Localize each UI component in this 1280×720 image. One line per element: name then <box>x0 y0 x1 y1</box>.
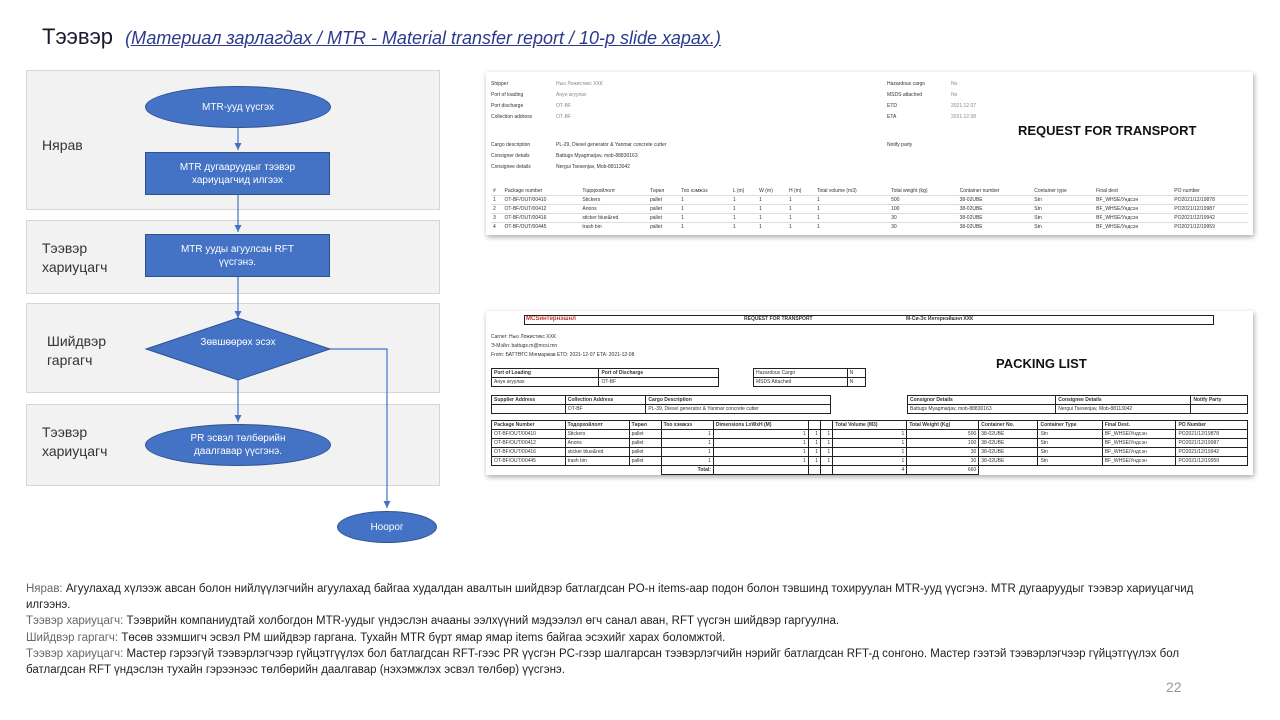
step-create-pr <box>145 424 331 466</box>
pl-consignor-v: Battugs Myagmarjav, mob-88830163 <box>908 405 1056 414</box>
rft-col-header: Total volume (m3) <box>816 188 857 194</box>
rft-table-cell: Stn <box>1034 224 1042 230</box>
rft-table-cell: Stn <box>1034 206 1042 212</box>
pl-table-cell: 1 <box>833 457 907 466</box>
rft-table-cell: pallet <box>650 197 662 203</box>
pl-table-cell: BF_WHSE/Ундсэн <box>1102 430 1176 439</box>
mcs-logo: MCSинтернэшнл <box>526 316 576 322</box>
pl-col-header: Container No. <box>979 421 1038 430</box>
decision-label: Зөвшөөрөх эсэх <box>200 337 276 348</box>
rft-table-cell: PO2021/12/19987 <box>1174 206 1215 212</box>
pl-port-loading-v: Анун агуулах <box>492 378 599 387</box>
pl-table-cell: 1 <box>821 439 833 448</box>
pl-consignor-h: Consignor Details <box>908 396 1056 405</box>
pl-table-row <box>492 448 1248 457</box>
page-number: 22 <box>1166 679 1182 695</box>
packing-list-document <box>486 311 1253 475</box>
rft-table-cell: PO2021/12/19942 <box>1174 215 1215 221</box>
pl-port-discharge-h: Port of Discharge <box>599 369 719 378</box>
pl-table-cell: pallet <box>629 439 661 448</box>
pl-table-cell: PO2021/12/19942 <box>1176 448 1248 457</box>
pl-table-cell: Stickers <box>565 430 629 439</box>
pl-consignee-v: Nergui Tsesenjav, Mob-88113042 <box>1056 405 1191 414</box>
pl-collection-h: Collection Address <box>565 396 646 405</box>
rft-table-cell: Anons <box>582 206 597 212</box>
rft-field-consigner: Consigner details <box>491 153 530 159</box>
step-create-rft <box>145 234 330 277</box>
rft-col-header: L (m) <box>732 188 745 194</box>
rft-table-cell: OT-BF/OUT/00416 <box>504 215 547 221</box>
lane-label-transport-2: Тээвэр хариуцагч <box>42 424 108 459</box>
rft-value-etd: 2021.12.07 <box>951 103 977 109</box>
pl-table-cell: 1 <box>713 457 808 466</box>
pl-table-cell: Stn <box>1038 430 1102 439</box>
step-create-pr-label: PR эсвэл төлбөрийн даалгавар үүсгэнэ. <box>190 433 286 457</box>
start-label: MTR-ууд үүсгэх <box>202 101 274 113</box>
rft-table-cell: 500 <box>891 197 900 203</box>
pl-table-row <box>492 457 1248 466</box>
pl-msds-v: N <box>847 378 865 387</box>
pl-table-cell: 100 <box>907 439 979 448</box>
rft-field-etd: ETD <box>887 103 897 109</box>
pl-table-cell: 1 <box>808 430 820 439</box>
pl-table-cell: OT-BF/OUT/00410 <box>492 430 566 439</box>
rft-value-consignee: Nergui Tsesenjav, Mob-88113042 <box>556 164 630 170</box>
pl-port-discharge-v: OT-BF <box>599 378 719 387</box>
pl-table-cell: PO2021/12/19959 <box>1176 457 1248 466</box>
pl-total-cell: 4 <box>833 466 907 475</box>
pl-total-cell <box>1102 466 1176 475</box>
lane-label-storekeeper: Нярав <box>42 137 83 153</box>
pl-total-cell: 660 <box>907 466 979 475</box>
rft-table-cell: 1 <box>493 197 496 203</box>
rft-table-cell: pallet <box>650 224 662 230</box>
rft-doc-tag: REQUEST FOR TRANSPORT <box>1018 123 1197 138</box>
pl-email: Э-Мэйл: battugs.m@mcsi.mn <box>491 343 558 349</box>
rft-value-hazardous: No <box>951 81 958 87</box>
rft-value-shipper: Нью Ложистикс ХХК <box>556 81 603 87</box>
pl-table-cell: 1 <box>821 448 833 457</box>
pl-total-cell <box>565 466 629 475</box>
pl-col-header: Тоо хэмжээ <box>661 421 713 430</box>
rft-value-port-discharge: ОТ-BF <box>556 103 571 109</box>
pl-col-header <box>821 421 833 430</box>
pl-table-cell: 1 <box>661 457 713 466</box>
pl-table-cell: 500 <box>907 430 979 439</box>
pl-col-header: Container Type <box>1038 421 1102 430</box>
rft-value-consigner: Battugs Myagmarjav, mob-88830163 <box>556 153 638 159</box>
rft-value-collection: ОТ-BF <box>556 114 571 120</box>
rft-table-cell: PO2021/12/19878 <box>1174 197 1215 203</box>
rft-table-cell: 1 <box>788 206 792 212</box>
rft-table-cell: 1 <box>681 215 684 221</box>
pl-col-header: Тодорхойлолт <box>565 421 629 430</box>
rft-table-cell: 1 <box>732 197 736 203</box>
rft-table-cell: 1 <box>816 206 820 212</box>
pl-table-cell: 1 <box>821 457 833 466</box>
pl-table-cell: Anons <box>565 439 629 448</box>
pl-notify-v <box>1191 405 1248 414</box>
pl-col-header: PO Number <box>1176 421 1248 430</box>
rft-table-cell: BF_WHSE/Ундсэн <box>1096 224 1139 230</box>
pl-table-cell: 1 <box>808 439 820 448</box>
rft-table-cell: 100 <box>891 206 900 212</box>
pl-table-cell: pallet <box>629 457 661 466</box>
pl-table-header <box>492 421 1248 430</box>
rft-table-cell: OT-BF/OUT/00445 <box>504 224 547 230</box>
pl-port-loading-h: Port of Loading <box>492 369 599 378</box>
pl-total-cell: Total: <box>661 466 713 475</box>
pl-collection-v: OT-BF <box>565 405 646 414</box>
rft-table-cell: PO2021/12/19959 <box>1174 224 1215 230</box>
rft-field-msds: MSDS attached <box>887 92 923 98</box>
rft-table-cell: 2 <box>493 206 496 212</box>
rft-col-header: Package number <box>504 188 543 194</box>
pl-address-table <box>491 395 831 414</box>
pl-total-cell <box>1038 466 1102 475</box>
step-create-rft-label: MTR ууды агуулсан RFT үүсгэнэ. <box>180 243 295 268</box>
rft-col-header: Final dest <box>1096 188 1118 194</box>
rft-table-cell: 38-02UBE <box>959 224 983 230</box>
rft-field-port-loading: Port of loading <box>491 92 524 98</box>
note-transport-2: Тээвэр хариуцагч: Мастер гэрээгүй тээвэрлэгчээр гүйцэтгүүлэх бол батлагдсан RFT-гээс PR үүсгэн PC-гээр шалгарсан тээвэрлэгчийн нэрийг батлагдсан RFT-д сонгоно. Мастер гээтэй тээвэрлэгчээр гүйцэтгүүлэх бол батлагдсан RFT үндэслэн тухайн гэрээнээс төлбөрийн даалгавар (нэхэмжлэх эсвэл төлбөр) үүсгэнэ. <box>26 647 1180 677</box>
pl-table-cell: 1 <box>808 448 820 457</box>
rft-table-cell: 1 <box>732 215 736 221</box>
lane-label-decision-maker: Шийдвэр гаргагч <box>47 333 107 368</box>
pl-table-row <box>492 439 1248 448</box>
rft-table <box>491 187 1248 231</box>
pl-table-cell: 1 <box>821 430 833 439</box>
pl-table-cell: Stn <box>1038 439 1102 448</box>
pl-supplier-v <box>492 405 566 414</box>
pl-col-header: Total Volume (M3) <box>833 421 907 430</box>
draft-label: Ноорог <box>370 521 404 533</box>
pl-table-cell: PO2021/12/19878 <box>1176 430 1248 439</box>
pl-items-table <box>491 420 1248 475</box>
rft-table-cell: BF_WHSE/Ундсэн <box>1096 215 1139 221</box>
pl-cargo-v: PL-39, Diesel generator & Yanmar concrete cutter <box>646 405 831 414</box>
decision-diamond <box>146 318 330 380</box>
rft-table-cell: Stn <box>1034 215 1042 221</box>
pl-total-cell <box>713 466 808 475</box>
pl-col-header: Төрөл <box>629 421 661 430</box>
rft-col-header: W (m) <box>759 188 773 194</box>
pl-col-header <box>808 421 820 430</box>
slide-notes <box>26 581 1196 678</box>
rft-table-row <box>491 196 1248 205</box>
rft-field-hazardous: Hazardous cargo <box>887 81 926 87</box>
pl-hazard-table <box>753 368 866 387</box>
rft-table-cell: OT-BF/OUT/00412 <box>504 206 547 212</box>
pl-consignee-h: Consignee Details <box>1056 396 1191 405</box>
rft-table-cell: 1 <box>681 224 684 230</box>
rft-table-cell: 1 <box>681 197 684 203</box>
pl-total-cell <box>492 466 566 475</box>
rft-field-shipper: Shipper <box>491 81 509 87</box>
pl-table-cell: 1 <box>833 430 907 439</box>
pl-msds-h: MSDS Attached <box>754 378 848 387</box>
pl-table-cell: OT-BF/OUT/00416 <box>492 448 566 457</box>
rft-table-cell: Stn <box>1034 197 1042 203</box>
pl-table-cell: 1 <box>661 430 713 439</box>
pl-table-cell: 38-02UBE <box>979 448 1038 457</box>
note-transport-1: Тээвэр хариуцагч: Тээврийн компаниудтай холбогдон MTR-уудыг үндэслэн ачааны ээлхүүний мэдээлэл өгч санал аван, RFT үүсгэн шийдвэр гаргуулна. <box>26 615 840 628</box>
pl-table-cell: Stn <box>1038 448 1102 457</box>
rft-table-cell: 3 <box>493 215 496 221</box>
pl-notify-h: Notify Party <box>1191 396 1248 405</box>
title-subtitle: (Материал зарлагдах / MTR - Material transfer report / 10-р slide харах.) <box>125 28 721 48</box>
rft-col-header: PO number <box>1174 188 1200 194</box>
rft-table-cell: 1 <box>788 197 792 203</box>
pl-table-cell: sticker blue&red <box>565 448 629 457</box>
pl-haz-h: Hazardous Cargo <box>754 369 848 378</box>
rft-col-header: # <box>493 188 496 194</box>
pl-table-cell: 38-02UBE <box>979 439 1038 448</box>
rft-table-cell: 1 <box>816 224 820 230</box>
rft-table-cell: 1 <box>788 224 792 230</box>
rft-field-port-discharge: Port discharge <box>491 103 524 109</box>
rft-table-cell: 1 <box>732 224 736 230</box>
rft-table-cell: 38-02UBE <box>959 206 983 212</box>
rft-table-cell: 1 <box>816 215 820 221</box>
rft-col-header: Container number <box>959 188 1000 194</box>
pl-table-cell: OT-BF/OUT/00445 <box>492 457 566 466</box>
rft-table-cell: sticker blue&red <box>582 215 619 221</box>
pl-carrier: Carrier: Нью Ложистикс ХХК <box>491 334 556 340</box>
rft-table-row <box>491 214 1248 223</box>
pl-table-cell: BF_WHSE/Ундсэн <box>1102 448 1176 457</box>
pl-supplier-h: Supplier Address <box>492 396 566 405</box>
pl-table-cell: 1 <box>833 439 907 448</box>
pl-table-cell: 30 <box>907 457 979 466</box>
rft-table-cell: Stickers <box>582 197 601 203</box>
pl-table-cell: trash bin <box>565 457 629 466</box>
pl-total-cell <box>979 466 1038 475</box>
rft-field-consignee: Consignee details <box>491 164 531 170</box>
pl-table-cell: pallet <box>629 430 661 439</box>
pl-table-cell: BF_WHSE/Ундсэн <box>1102 457 1176 466</box>
rft-table-cell: BF_WHSE/Ундсэн <box>1096 197 1139 203</box>
rft-table-cell: 1 <box>759 215 762 221</box>
draft-ellipse <box>337 511 437 543</box>
pl-col-header: Dimensions LxWxH (M) <box>713 421 808 430</box>
pl-col-header: Package Number <box>492 421 566 430</box>
rft-table-cell: BF_WHSE/Ундсэн <box>1096 206 1139 212</box>
pl-total-cell <box>629 466 661 475</box>
rft-table-cell: 1 <box>759 197 762 203</box>
rft-table-cell: 1 <box>816 197 820 203</box>
pl-haz-v: N <box>847 369 865 378</box>
note-storekeeper: Нярав: Агуулахад хүлээж авсан болон нийлүүлэгчийн агуулахад байгаа худалдан авалтын шийдвэр батлагдсан PO-н items-аар подон болон тэвшинд тохируулан MTR-ууд үүсгэнэ. MTR дугааруудыг тээвэр хариуцагчид илгээнэ. <box>26 583 1194 612</box>
pl-table-cell: 1 <box>713 439 808 448</box>
rft-table-row <box>491 205 1248 214</box>
arrow-decision-to-draft <box>330 349 387 508</box>
rft-table-cell: 30 <box>891 224 897 230</box>
note-decision-maker: Шийдвэр гаргагч: Төсөв эзэмшигч эсвэл PM шийдвэр гаргана. Тухайн MTR бүрт ямар ямар items байгаа эсэхийг харах боломжтой. <box>26 631 726 644</box>
rft-field-notify: Notify party <box>887 142 913 148</box>
rft-table-cell: 38-02UBE <box>959 215 983 221</box>
pl-port-table <box>491 368 719 387</box>
step-send-mtr-label: MTR дугааруудыг тээвэр хариуцагчид илгээх <box>179 161 296 186</box>
pl-total-cell <box>808 466 820 475</box>
rft-table-cell: 1 <box>732 206 736 212</box>
rft-col-header: Төрөл <box>650 188 665 194</box>
pl-col-header: Total Weight (Kg) <box>907 421 979 430</box>
rft-value-port-loading: Анун агуулах <box>556 92 587 98</box>
pl-table-cell: 1 <box>713 430 808 439</box>
pl-header-box <box>524 315 1214 325</box>
pl-table-cell: 30 <box>907 448 979 457</box>
pl-total-cell <box>821 466 833 475</box>
rft-table-header <box>491 187 1248 196</box>
rft-table-cell: OT-BF/OUT/00410 <box>504 197 547 203</box>
title-main: Тээвэр <box>42 24 114 49</box>
rft-col-header: Container type <box>1034 188 1067 194</box>
start-ellipse <box>145 86 331 128</box>
pl-total-row <box>492 466 1248 475</box>
step-send-mtr <box>145 152 330 195</box>
pl-party-table <box>907 395 1248 414</box>
pl-company: М-Си-Эс Интернэйшнл ХХК <box>906 316 974 322</box>
pl-table-cell: 1 <box>661 439 713 448</box>
pl-table-cell: 38-02UBE <box>979 430 1038 439</box>
pl-table-cell: Stn <box>1038 457 1102 466</box>
rft-table-cell: pallet <box>650 206 662 212</box>
pl-from: From: БАТТӨГС Мягмаржав ETD: 2021-12-07 ETA: 2021-12-08 <box>491 352 635 358</box>
rft-table-cell: 1 <box>759 224 762 230</box>
rft-document <box>486 72 1253 235</box>
rft-value-eta: 2021.12.08 <box>951 114 977 120</box>
pl-total-cell <box>1176 466 1248 475</box>
rft-col-header: H (m) <box>788 188 802 194</box>
pl-table-cell: 1 <box>808 457 820 466</box>
rft-field-collection: Collection address <box>491 114 533 120</box>
pl-table-cell: 38-02UBE <box>979 457 1038 466</box>
rft-table-cell: 1 <box>759 206 762 212</box>
pl-table-cell: pallet <box>629 448 661 457</box>
rft-table-cell: 1 <box>681 206 684 212</box>
rft-col-header: Тоо хэмжээ <box>681 188 708 194</box>
pl-doc-tag: PACKING LIST <box>996 356 1087 371</box>
pl-col-header: Final Dest. <box>1102 421 1176 430</box>
rft-value-msds: No <box>951 92 958 98</box>
pl-table-cell: PO2021/12/19987 <box>1176 439 1248 448</box>
rft-table-cell: 1 <box>788 215 792 221</box>
pl-table-cell: 1 <box>833 448 907 457</box>
pl-table-cell: OT-BF/OUT/00412 <box>492 439 566 448</box>
pl-table-cell: 1 <box>661 448 713 457</box>
rft-col-header: Тодорхойлолт <box>582 188 616 194</box>
pl-cargo-h: Cargo Description <box>646 396 831 405</box>
rft-field-cargo: Cargo description <box>491 142 531 148</box>
rft-col-header: Total weight (kg) <box>891 188 928 194</box>
rft-table-row <box>491 223 1248 232</box>
rft-value-cargo: PL-29, Diesel generator & Yanmar concrete cutter <box>556 142 667 148</box>
pl-table-cell: 1 <box>713 448 808 457</box>
rft-table-cell: 4 <box>493 224 496 230</box>
rft-table-cell: pallet <box>650 215 662 221</box>
pl-table-cell: BF_WHSE/Ундсэн <box>1102 439 1176 448</box>
pl-table-row <box>492 430 1248 439</box>
lane-label-transport-1: Тээвэр хариуцагч <box>42 240 108 275</box>
rft-table-cell: 38-02UBE <box>959 197 983 203</box>
rft-field-eta: ETA <box>887 114 897 120</box>
rft-table-cell: trash bin <box>582 224 602 230</box>
pl-heading: REQUEST FOR TRANSPORT <box>744 316 813 322</box>
rft-table-cell: 30 <box>891 215 897 221</box>
